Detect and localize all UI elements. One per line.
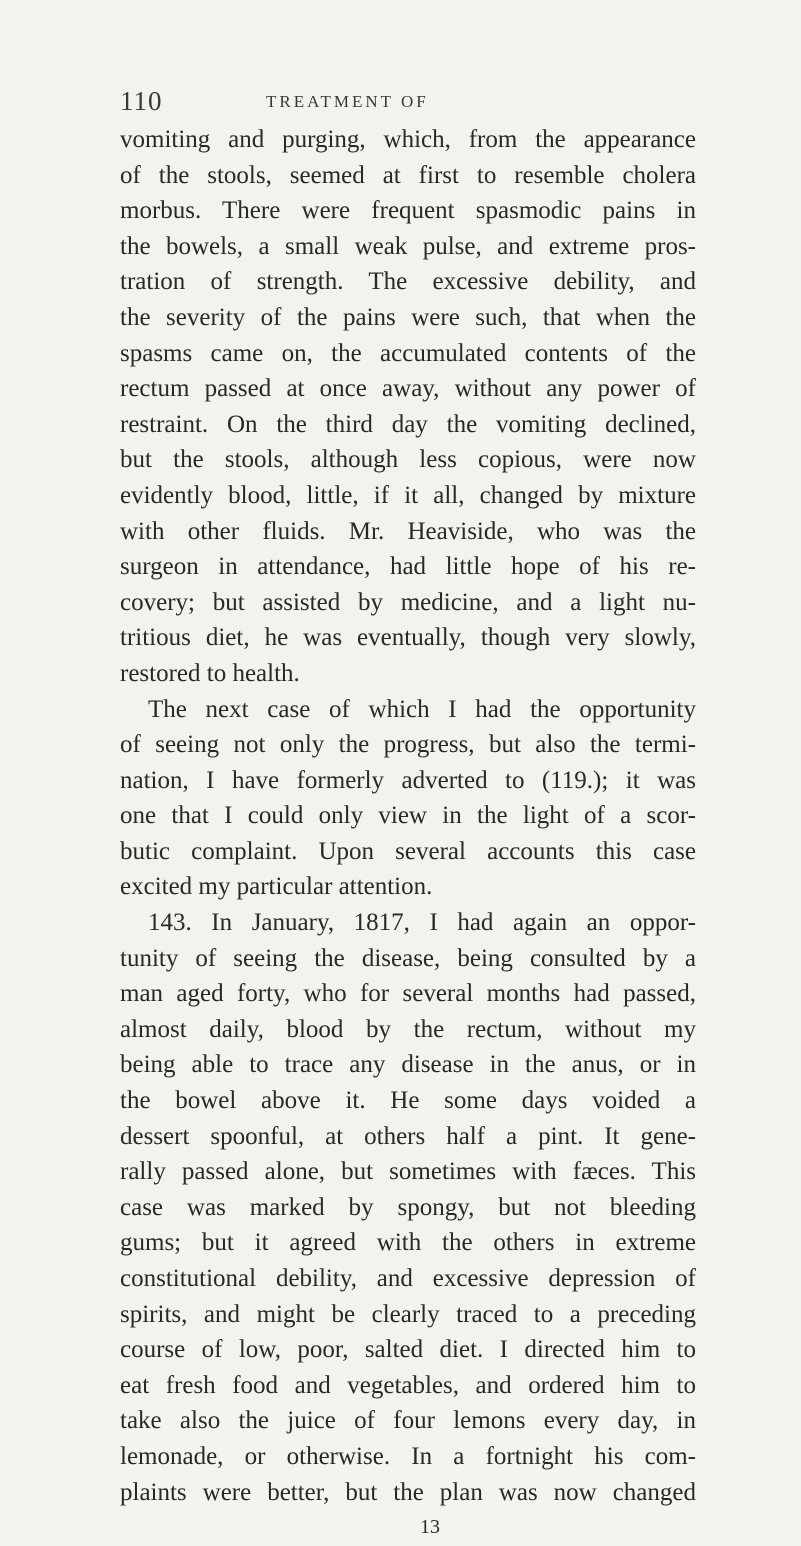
text-line: of seeing not only the progress, but also the termi- xyxy=(120,731,696,759)
page-number: 110 xyxy=(120,86,163,116)
text-line: gums; but it agreed with the others in extreme xyxy=(120,1229,696,1257)
text-line: excited my particular attention. xyxy=(120,873,433,901)
running-head: TREATMENT OF xyxy=(266,92,429,111)
text-line: the severity of the pains were such, that when the xyxy=(120,303,696,331)
text-line: case was marked by spongy, but not bleeding xyxy=(120,1193,696,1221)
text-line: course of low, poor, salted diet. I directed him to xyxy=(120,1336,696,1364)
text-line: butic complaint. Upon several accounts this case xyxy=(120,837,696,865)
text-line: rectum passed at once away, without any power of xyxy=(120,375,696,403)
text-line: covery; but assisted by medicine, and a light nu- xyxy=(120,588,696,616)
text-line: one that I could only view in the light of a scor- xyxy=(120,802,696,830)
text-line: the bowel above it. He some days voided a xyxy=(120,1087,696,1115)
signature-mark: 13 xyxy=(420,1516,440,1539)
text-line: lemonade, or otherwise. In a fortnight his com- xyxy=(120,1442,696,1470)
text-line: take also the juice of four lemons every day, in xyxy=(120,1407,696,1435)
text-line: tritious diet, he was eventually, though very slowly, xyxy=(120,624,696,652)
text-line: eat fresh food and vegetables, and ordered him to xyxy=(120,1371,696,1399)
body-text xyxy=(120,122,696,1546)
text-line: evidently blood, little, if it all, changed by mixture xyxy=(120,481,696,509)
text-line: but the stools, although less copious, were now xyxy=(120,446,696,474)
text-line: spirits, and might be clearly traced to a preceding xyxy=(120,1300,696,1328)
text-line: man aged forty, who for several months had passed, xyxy=(120,980,696,1008)
text-line: constitutional debility, and excessive depression of xyxy=(120,1265,696,1292)
text-line: restored to health. xyxy=(120,659,300,687)
text-line: the bowels, a small weak pulse, and extreme pros- xyxy=(120,232,696,260)
text-line: tration of strength. The excessive debility, and xyxy=(120,268,696,296)
page-header xyxy=(120,86,690,122)
text-line: restraint. On the third day the vomiting declined, xyxy=(120,410,696,438)
text-line: 143. In January, 1817, I had again an oppor- xyxy=(148,909,696,937)
text-line: morbus. There were frequent spasmodic pains in xyxy=(120,197,696,225)
text-line: spasms came on, the accumulated contents of the xyxy=(120,339,696,367)
text-line: surgeon in attendance, had little hope of his re- xyxy=(120,553,696,581)
text-line: rally passed alone, but sometimes with fæces. This xyxy=(120,1158,696,1186)
text-line: vomiting and purging, which, from the appearance xyxy=(120,126,696,153)
text-line: dessert spoonful, at others half a pint. It gene- xyxy=(120,1122,696,1150)
text-line: nation, I have formerly adverted to (119.); it was xyxy=(120,766,696,794)
text-line: being able to trace any disease in the anus, or in xyxy=(120,1051,696,1079)
text-line: almost daily, blood by the rectum, without my xyxy=(120,1015,696,1043)
text-line: tunity of seeing the disease, being consulted by a xyxy=(120,944,696,972)
text-line: plaints were better, but the plan was now changed xyxy=(120,1478,696,1506)
text-line: The next case of which I had the opportunity xyxy=(148,695,696,723)
text-line: with other fluids. Mr. Heaviside, who was the xyxy=(120,517,696,545)
text-line: of the stools, seemed at first to resemble cholera xyxy=(120,161,696,189)
